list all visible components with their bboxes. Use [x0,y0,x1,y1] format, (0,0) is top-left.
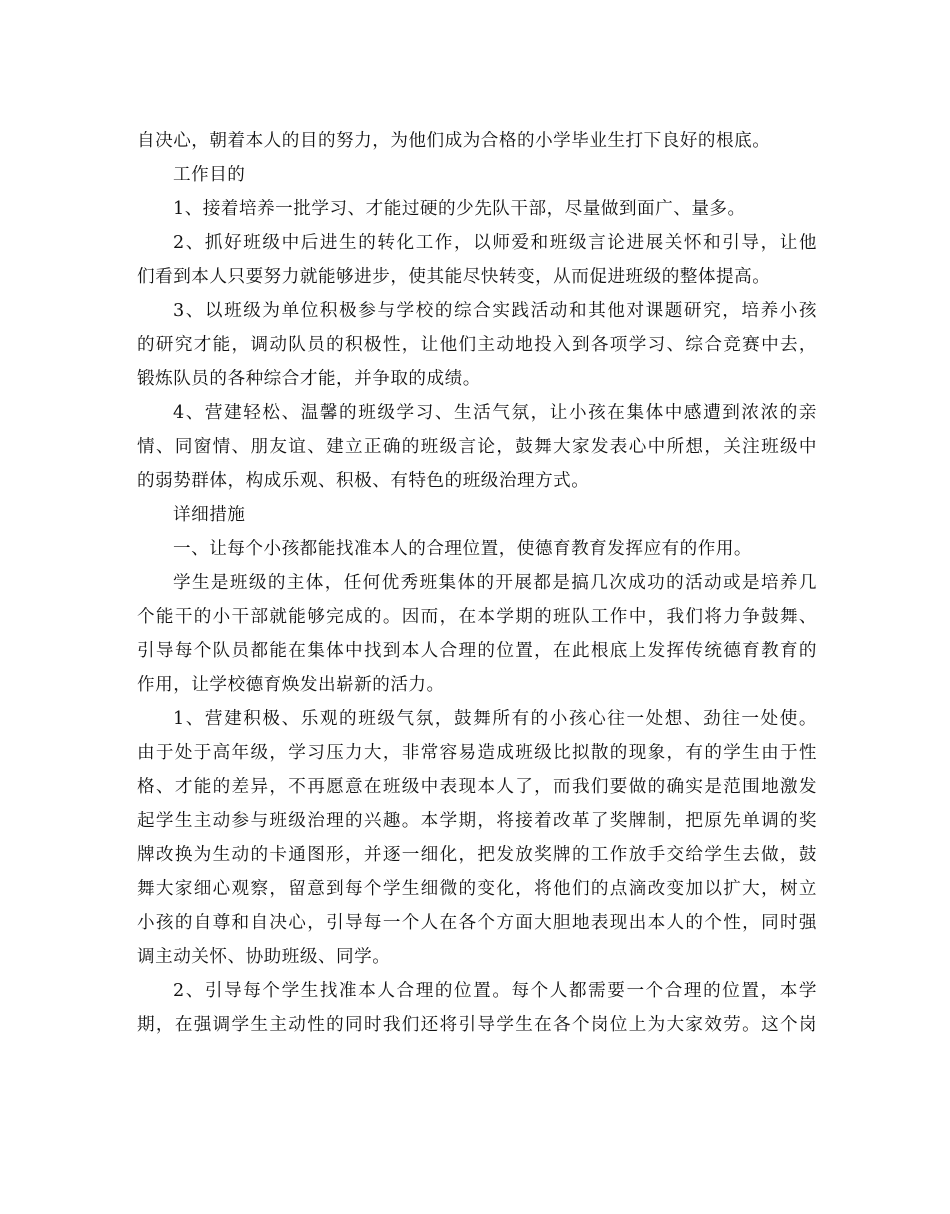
text-line: 1、营建积极、乐观的班级气氛，鼓舞所有的小孩心往一处想、劲往一处使。 [173,709,817,729]
text-line: 4、营建轻松、温馨的班级学习、生活气氛，让小孩在集体中感遭到浓浓的亲 [173,403,817,423]
text-line: 格、才能的差异，不再愿意在班级中表现本人了，而我们要做的确实是范围地激发 [137,777,817,797]
section-heading: 工作目的 [173,165,246,185]
text-line: 牌改换为生动的卡通图形，并逐一细化，把发放奖牌的工作放手交给学生去做，鼓 [137,845,817,865]
text-line: 作用，让学校德育焕发出崭新的活力。 [137,675,445,695]
text-line: 一、让每个小孩都能找准本人的合理位置，使德育教育发挥应有的作用。 [173,539,753,559]
document-body [137,124,817,1042]
text-line: 起学生主动参与班级治理的兴趣。本学期，将接着改革了奖牌制，把原先单调的奖 [137,811,817,831]
text-line: 2、引导每个学生找准本人合理的位置。每个人都需要一个合理的位置，本学 [173,981,817,1001]
text-line: 由于处于高年级，学习压力大，非常容易造成班级比拟散的现象，有的学生由于性 [137,743,817,763]
text-line: 锻炼队员的各种综合才能，并争取的成绩。 [137,369,481,389]
text-line: 的研究才能，调动队员的积极性，让他们主动地投入到各项学习、综合竞赛中去， [137,335,817,355]
text-line: 个能干的小干部就能够完成的。因而，在本学期的班队工作中，我们将力争鼓舞、 [137,607,817,627]
text-line: 2、抓好班级中后进生的转化工作，以师爱和班级言论进展关怀和引导，让他 [173,233,817,253]
text-line: 调主动关怀、协助班级、同学。 [137,947,391,967]
text-line: 的弱势群体，构成乐观、积极、有特色的班级治理方式。 [137,471,590,491]
text-line: 期，在强调学生主动性的同时我们还将引导学生在各个岗位上为大家效劳。这个岗 [137,1015,817,1035]
text-line: 学生是班级的主体，任何优秀班集体的开展都是搞几次成功的活动或是培养几 [173,573,817,593]
section-heading: 详细措施 [173,505,246,525]
text-line: 3、以班级为单位积极参与学校的综合实践活动和其他对课题研究，培养小孩 [173,301,817,321]
text-line: 舞大家细心观察，留意到每个学生细微的变化，将他们的点滴改变加以扩大，树立 [137,879,817,899]
text-line: 自决心，朝着本人的目的努力，为他们成为合格的小学毕业生打下良好的根底。 [137,131,771,151]
text-line: 1、接着培养一批学习、才能过硬的少先队干部，尽量做到面广、量多。 [173,199,746,219]
text-line: 们看到本人只要努力就能够进步，使其能尽快转变，从而促进班级的整体提高。 [137,267,771,287]
text-line: 引导每个队员都能在集体中找到本人合理的位置，在此根底上发挥传统德育教育的 [137,641,817,661]
text-line: 小孩的自尊和自决心，引导每一个人在各个方面大胆地表现出本人的个性，同时强 [137,913,817,933]
text-line: 情、同窗情、朋友谊、建立正确的班级言论，鼓舞大家发表心中所想，关注班级中 [137,437,817,457]
